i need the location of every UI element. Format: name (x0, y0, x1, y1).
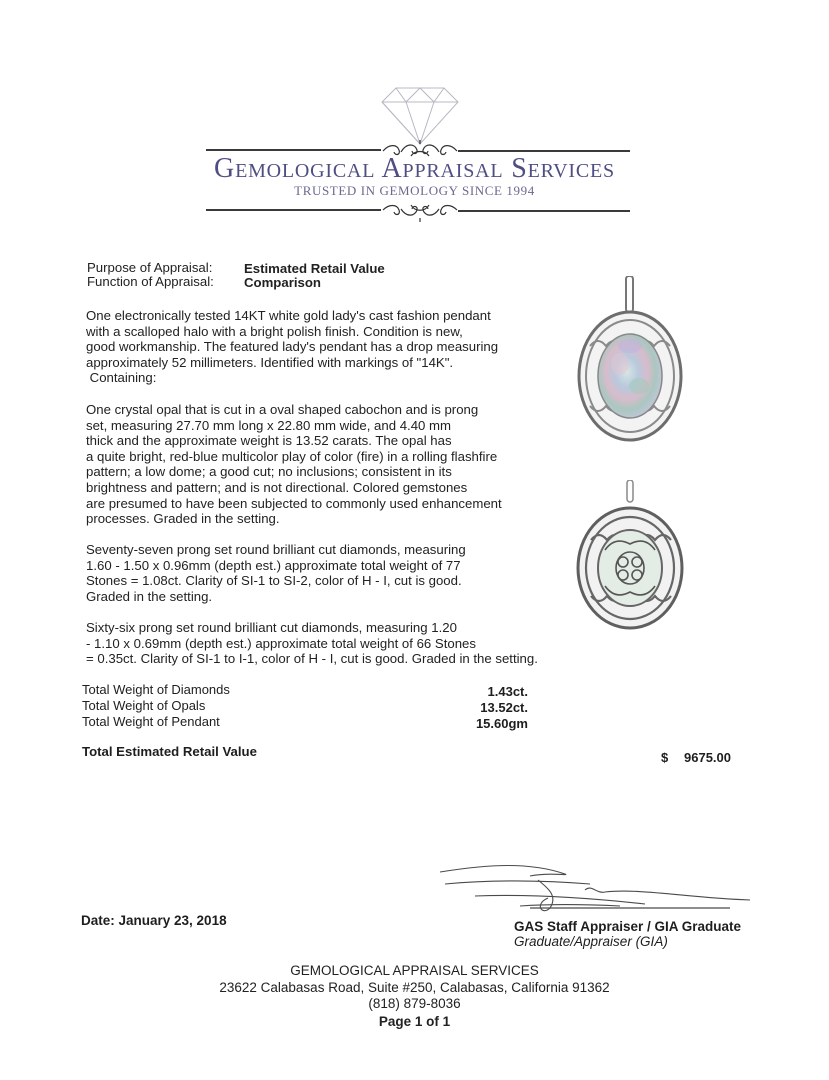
diamonds-77-line: 1.60 - 1.50 x 0.96mm (depth est.) approximate total weight of 77 (86, 557, 461, 573)
header-rule-bottom-right (458, 210, 630, 212)
total-value: 15.60gm (475, 716, 528, 731)
total-label: Total Weight of Diamonds (82, 682, 230, 697)
appraiser-title: GAS Staff Appraiser / GIA Graduate (514, 919, 742, 934)
diamonds-66-line: Sixty-six prong set round brilliant cut diamonds, measuring 1.20 (86, 620, 457, 635)
opal-description-line: pattern; a low dome; a good cut; no inclusions; consistent in its (86, 464, 452, 480)
item-description (86, 308, 556, 386)
appraiser-signature (430, 858, 760, 918)
appraisal-date: Date: January 23, 2018 (81, 913, 227, 928)
opal-description-line: a quite bright, red-blue multicolor play of color (fire) in a rolling flashfire (86, 448, 498, 464)
total-value: 1.43ct. (487, 684, 528, 699)
purpose-label: Purpose of Appraisal: (87, 260, 213, 275)
diamonds-77-line: Seventy-seven prong set round brilliant cut diamonds, measuring (86, 542, 466, 557)
footer-phone: (818) 879-8036 (368, 996, 461, 1011)
item-description-line: Containing: (86, 370, 157, 386)
item-description-line: approximately 52 millimeters. Identified with markings of "14K". (86, 354, 454, 370)
total-label: Total Weight of Pendant (82, 714, 220, 729)
footer-address: 23622 Calabasas Road, Suite #250, Calabasas, California 91362 (219, 980, 610, 995)
diamonds-66-line: = 0.35ct. Clarity of SI-1 to I-1, color of H - I, cut is good. Graded in the setting. (86, 651, 538, 667)
function-label: Function of Appraisal: (87, 274, 214, 289)
retail-value-currency: $ (661, 750, 669, 765)
total-value: 13.52ct. (480, 700, 528, 715)
header-rule-bottom-left (206, 209, 381, 211)
opal-description-line: processes. Graded in the setting. (86, 511, 280, 527)
company-name-heading: Gemological Appraisal Services (214, 153, 615, 184)
pendant-front-photo (575, 276, 685, 446)
company-tagline: TRUSTED IN GEMOLOGY SINCE 1994 (294, 183, 535, 198)
item-description-line: with a scalloped halo with a bright polish finish. Condition is new, (86, 323, 463, 339)
retail-value-amount: 9675.00 (684, 750, 731, 765)
opal-description-line: are presumed to have been subjected to commonly used enhancement (86, 495, 502, 511)
total-label: Total Weight of Opals (82, 698, 206, 713)
flourish-bottom-icon (381, 200, 459, 222)
diamonds-66-line: - 1.10 x 0.69mm (depth est.) approximate total weight of 66 Stones (86, 635, 476, 651)
page-number: Page 1 of 1 (378, 1014, 451, 1029)
item-description-line: One electronically tested 14KT white gold lady's cast fashion pendant (86, 308, 491, 323)
diamonds-77-description (86, 542, 556, 604)
diamonds-77-line: Stones = 1.08ct. Clarity of SI-1 to SI-2, color of H - I, cut is good. (86, 573, 462, 589)
opal-description (86, 402, 556, 527)
opal-description-line: thick and the approximate weight is 13.52 carats. The opal has (86, 433, 452, 449)
diamond-icon (380, 86, 460, 146)
diamonds-77-line: Graded in the setting. (86, 588, 213, 604)
appraiser-subtitle: Graduate/Appraiser (GIA) (514, 934, 668, 949)
diamonds-66-description (86, 620, 556, 667)
retail-value-label: Total Estimated Retail Value (82, 744, 257, 759)
opal-description-line: brightness and pattern; and is not directional. Colored gemstones (86, 479, 468, 495)
opal-description-line: set, measuring 27.70 mm long x 22.80 mm wide, and 4.40 mm (86, 417, 452, 433)
header-rule-top-left (206, 149, 381, 151)
purpose-value: Estimated Retail Value (244, 261, 385, 276)
item-description-line: good workmanship. The featured lady's pendant has a drop measuring (86, 339, 499, 355)
pendant-back-photo (575, 480, 685, 630)
footer-company: GEMOLOGICAL APPRAISAL SERVICES (290, 963, 539, 978)
opal-description-line: One crystal opal that is cut in a oval shaped cabochon and is prong (86, 402, 479, 417)
header-rule-top-right (458, 150, 630, 152)
function-value: Comparison (244, 275, 321, 290)
